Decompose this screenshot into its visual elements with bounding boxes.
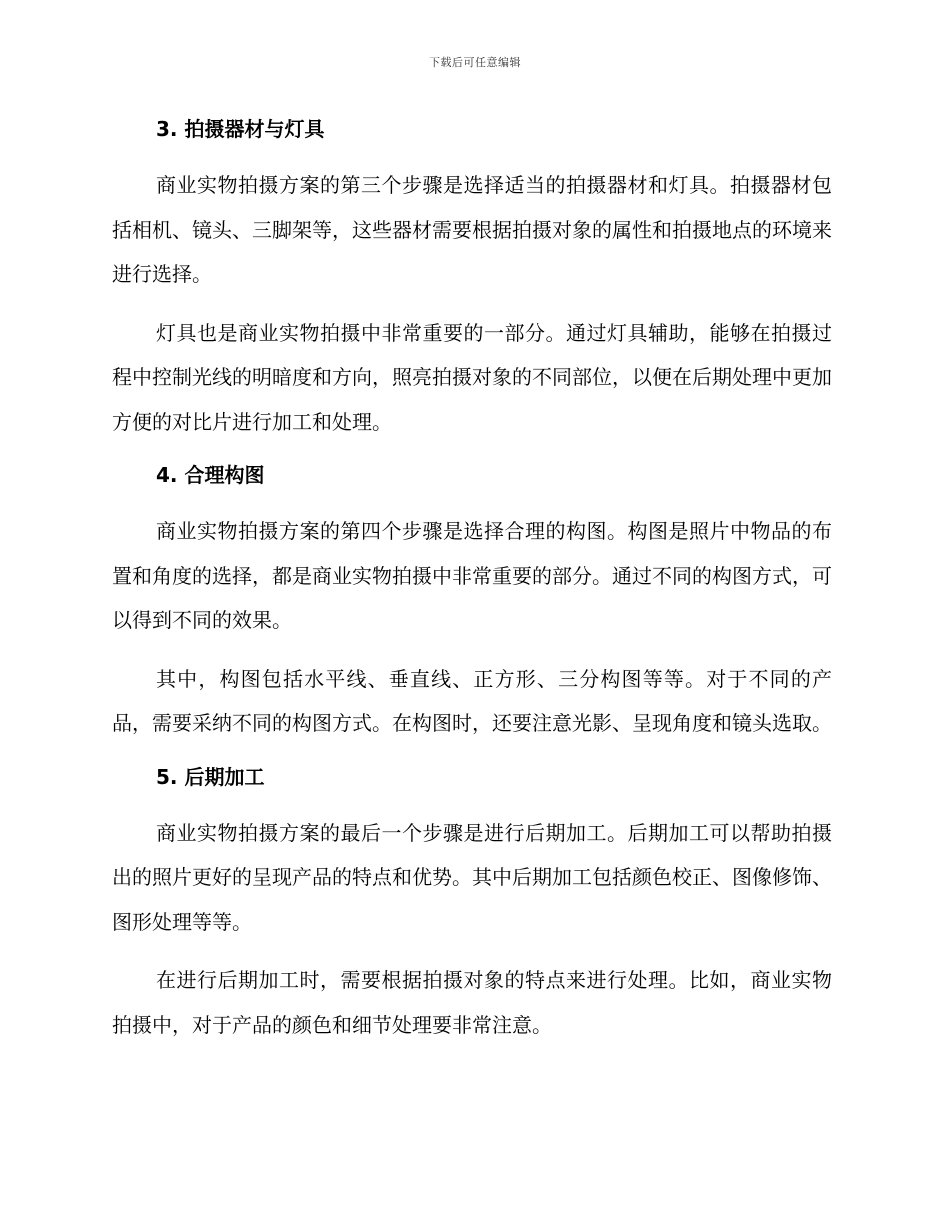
paragraph: 商业实物拍摄方案的最后一个步骤是进行后期加工。后期加工可以帮助拍摄出的照片更好的呈现产品的特点和优势。其中后期加工包括颜色校正、图像修饰、图形处理等等。 [112, 820, 832, 934]
paragraph: 商业实物拍摄方案的第三个步骤是选择适当的拍摄器材和灯具。拍摄器材包括相机、镜头、三脚架等，这些器材需要根据拍摄对象的属性和拍摄地点的环境来进行选择。 [112, 173, 832, 286]
section-3 [112, 112, 832, 444]
paragraph: 其中，构图包括水平线、垂直线、正方形、三分构图等等。对于不同的产品，需要采纳不同的构图方式。在构图时，还要注意光影、呈现角度和镜头选取。 [112, 666, 832, 735]
page-header: 下载后可任意编辑 [429, 56, 521, 69]
paragraph: 在进行后期加工时，需要根据拍摄对象的特点来进行处理。比如，商业实物拍摄中，对于产品的颜色和细节处理要非常注意。 [112, 968, 832, 1037]
section-heading: 5. 后期加工 [156, 764, 265, 789]
paragraph: 灯具也是商业实物拍摄中非常重要的一部分。通过灯具辅助，能够在拍摄过程中控制光线的明暗度和方向，照亮拍摄对象的不同部位，以便在后期处理中更加方便的对比片进行加工和处理。 [112, 320, 832, 434]
paragraph: 商业实物拍摄方案的第四个步骤是选择合理的构图。构图是照片中物品的布置和角度的选择，都是商业实物拍摄中非常重要的部分。通过不同的构图方式，可以得到不同的效果。 [112, 519, 832, 632]
section-heading: 4. 合理构图 [156, 463, 265, 487]
section-heading: 3. 拍摄器材与灯具 [156, 117, 325, 141]
section-5 [112, 760, 832, 1048]
section-4 [112, 458, 832, 746]
document-body [112, 112, 832, 1047]
